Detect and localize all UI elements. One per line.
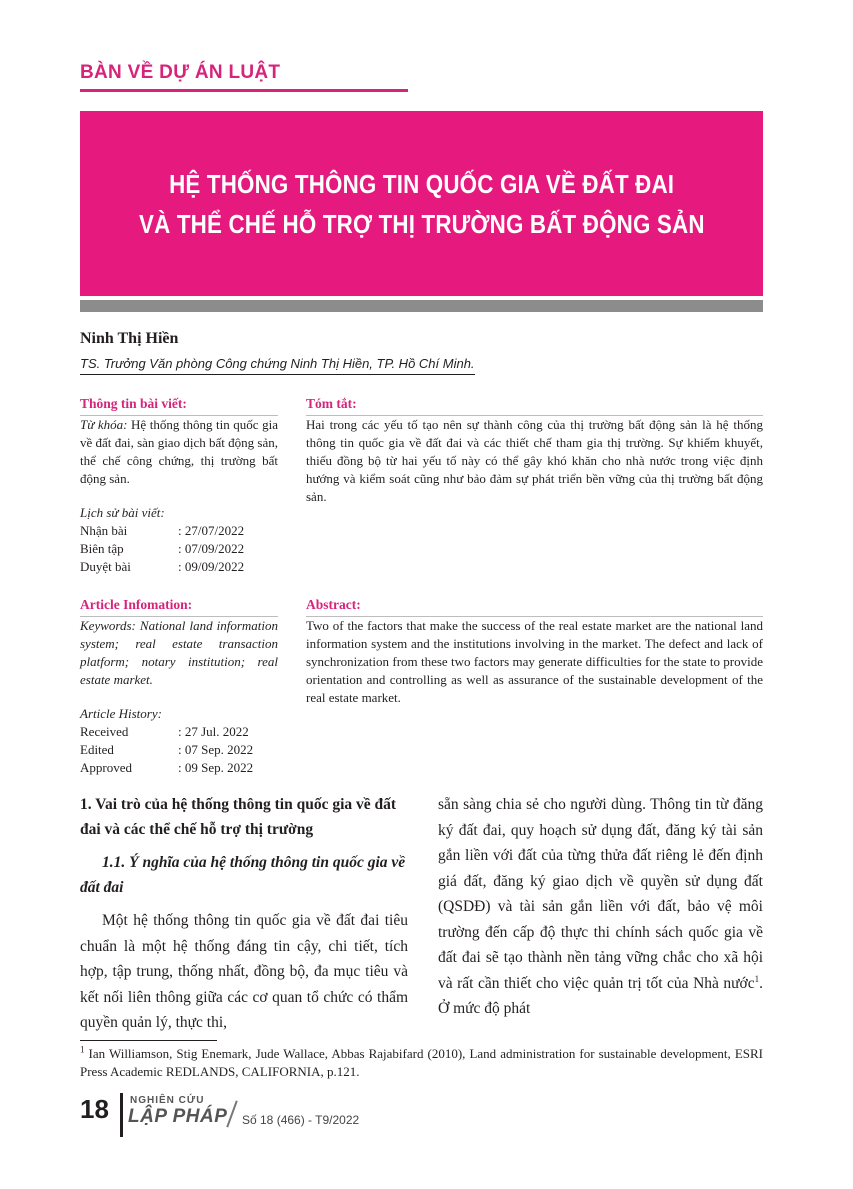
- section-heading-1: 1. Vai trò của hệ thống thông tin quốc gia về đất đai và các thể chế hỗ trợ thị trường: [80, 796, 397, 838]
- keywords-vi: [80, 416, 278, 488]
- issue-info: Số 18 (466) - T9/2022: [242, 1113, 360, 1127]
- journal-logo-bottom: LẬP PHÁP: [128, 1106, 228, 1127]
- keywords-en-text: National land information system; real estate transaction platform; notary institution; real estate market.: [80, 618, 279, 687]
- history-vi-label: Lịch sử bài viết:: [80, 505, 165, 520]
- article-info-vi-heading: Thông tin bài viết:: [80, 395, 278, 416]
- history-vi-row: Biên tập : 07/09/2022: [80, 541, 245, 556]
- keywords-vi-label: Từ khóa:: [80, 417, 128, 432]
- body-column-left: [80, 792, 408, 1036]
- footnote-rule: [80, 1040, 217, 1041]
- abstract-vi-heading: Tóm tắt:: [306, 395, 763, 416]
- history-vi-row: Nhận bài : 27/07/2022: [80, 523, 245, 538]
- footnote-text: Ian Williamson, Stig Enemark, Jude Wallace, Abbas Rajabifard (2010), Land administration for sustainable development, ESRI Press Academic REDLANDS, CALIFORNIA, p.121.: [80, 1046, 763, 1079]
- history-vi-row: Duyệt bài : 09/09/2022: [80, 559, 245, 574]
- journal-logo-top: NGHIÊN CỨU: [130, 1095, 205, 1106]
- body-paragraph: sẵn sàng chia sẻ cho người dùng. Thông tin từ đăng ký đất đai, quy hoạch sử dụng đất, đăng ký tài sản gắn liền với đất của từng thửa đất riêng lẻ đến định giá đất, đăng ký giao dịch về quyền sử dụng đất (QSDĐ) và tài sản gắn liền với đất, bảo vệ môi trường đến cấp độ thực thi chính sách quốc gia về đất đai sẽ tạo thành nền tảng vững chắc cho xã hội và rất cần thiết cho việc quản trị tốt của Nhà nước: [438, 796, 763, 992]
- abstract-vi-text: Hai trong các yếu tố tạo nên sự thành công của thị trường bất động sản là hệ thống thông tin quốc gia về đất đai và các thiết chế tham gia thị trường. Sự khiếm khuyết, thiếu đồng bộ từ hai yếu tố này có thể gây khó khăn cho nhà nước trong việc định hướng và kiểm soát cũng như bảo đảm sự phát triển bền vững của thị trường bất động sản.: [306, 417, 763, 504]
- history-en-row: Edited : 07 Sep. 2022: [80, 742, 254, 757]
- section-tag: BÀN VỀ DỰ ÁN LUẬT: [80, 62, 281, 83]
- article-info-en: [80, 596, 278, 777]
- abstract-en-heading: Abstract:: [306, 596, 763, 617]
- footnote-mark: 1: [80, 1044, 85, 1055]
- footnote: [80, 1045, 763, 1081]
- body-column-right: [438, 792, 763, 1022]
- keywords-vi-text: Hệ thống thông tin quốc gia về đất đai, sàn giao dịch bất động sản, thể chế công chứng, thị trường bất động sản.: [80, 417, 278, 486]
- abstract-vi: [306, 395, 763, 506]
- footer-divider: [120, 1093, 123, 1137]
- title-line-2: VÀ THỂ CHẾ HỖ TRỢ THỊ TRƯỜNG BẤT ĐỘNG SẢN: [138, 208, 705, 239]
- title-line-1: HỆ THỐNG THÔNG TIN QUỐC GIA VỀ ĐẤT ĐAI: [168, 168, 675, 199]
- history-en-row: Received : 27 Jul. 2022: [80, 724, 249, 739]
- abstract-en-text: Two of the factors that make the success of the real estate market are the national land information system and the institutions involving in the market. The defect and lack of synchronization from these two factors may generate difficulties for the state to provide orientation and controlling as well as assurance of the sustainable development of the real estate market.: [306, 618, 763, 705]
- history-en-row: Approved : 09 Sep. 2022: [80, 760, 254, 775]
- page-number: 18: [80, 1094, 109, 1124]
- footer-slash: [226, 1101, 237, 1128]
- author-affiliation: TS. Trưởng Văn phòng Công chứng Ninh Thị Hiền, TP. Hồ Chí Minh.: [80, 356, 475, 375]
- article-info-en-heading: Article Infomation:: [80, 596, 278, 617]
- keywords-en-label: Keywords:: [80, 618, 136, 633]
- banner-shadow-bar: [80, 300, 763, 312]
- body-paragraph-tail: . Ở mức độ phát: [438, 974, 763, 1017]
- keywords-en: [80, 617, 278, 689]
- subsection-heading-1-1: 1.1. Ý nghĩa của hệ thống thông tin quốc gia về đất đai: [80, 854, 406, 896]
- section-tag-underline: [80, 89, 408, 92]
- title-banner: [80, 111, 763, 296]
- history-en-label: Article History:: [80, 706, 162, 721]
- author-name: Ninh Thị Hiền: [80, 330, 179, 347]
- abstract-en: [306, 596, 763, 707]
- footnote-ref: 1: [754, 973, 760, 984]
- body-paragraph: Một hệ thống thông tin quốc gia về đất đai tiêu chuẩn là một hệ thống đáng tin cậy, chi tiết, tích hợp, tập trung, thống nhất, đồng bộ, đa mục tiêu và kết nối liên thông giữa các cơ quan tổ chức có thẩm quyền quản lý, thực thi,: [80, 912, 408, 1031]
- article-info-vi: [80, 395, 278, 576]
